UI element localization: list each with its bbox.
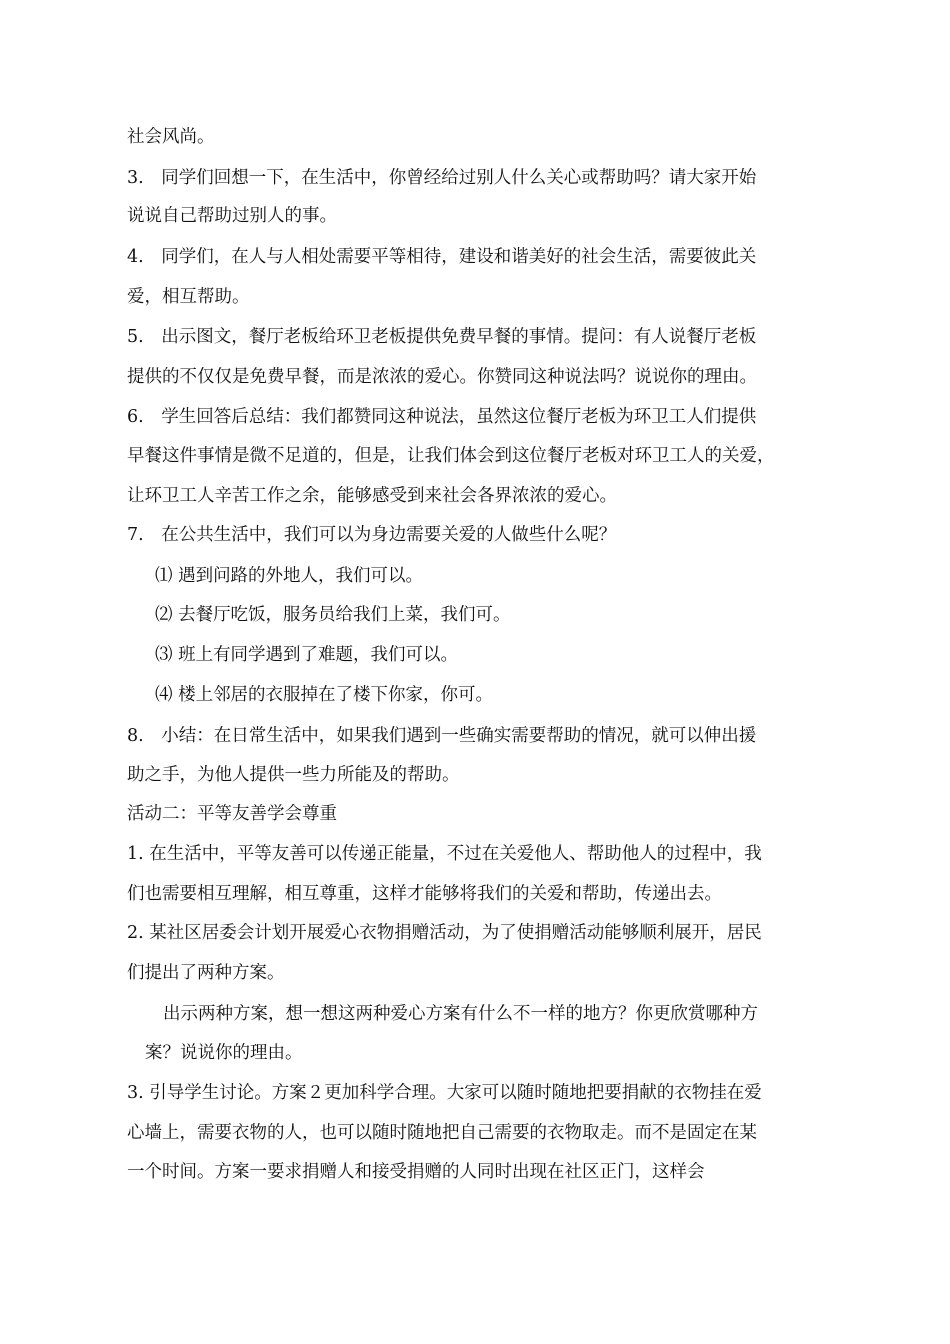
text-line: 1. 在生活中，平等友善可以传递正能量，不过在关爱他人、帮助他人的过程中，我: [127, 844, 762, 864]
text-line: 说说自己帮助过别人的事。: [127, 206, 337, 226]
text-line: 提供的不仅仅是免费早餐，而是浓浓的爱心。你赞同这种说法吗？说说你的理由。: [127, 367, 757, 387]
text-line: 助之手，为他人提供一些力所能及的帮助。: [127, 765, 460, 785]
text-line: 2. 某社区居委会计划开展爱心衣物捐赠活动，为了使捐赠活动能够顺利展开，居民: [127, 923, 762, 943]
text-line: 3. 引导学生讨论。方案２更加科学合理。大家可以随时随地把要捐献的衣物挂在爱: [127, 1083, 762, 1103]
text-line: 一个时间。方案一要求捐赠人和接受捐赠的人同时出现在社区正门，这样会: [127, 1162, 705, 1182]
text-line: 3. 同学们回想一下，在生活中，你曾经给过别人什么关心或帮助吗？请大家开始: [127, 168, 757, 188]
text-line: 5. 出示图文，餐厅老板给环卫老板提供免费早餐的事情。提问：有人说餐厅老板: [127, 327, 757, 347]
text-line: 们也需要相互理解，相互尊重，这样才能够将我们的关爱和帮助，传递出去。: [127, 884, 722, 904]
list-item: ⑷ 楼上邻居的衣服掉在了楼下你家，你可。: [155, 685, 494, 705]
text-line: 案？说说你的理由。: [145, 1043, 303, 1063]
text-line: 4. 同学们，在人与人相处需要平等相待，建设和谐美好的社会生活，需要彼此关: [127, 247, 757, 267]
text-line: 让环卫工人辛苦工作之余，能够感受到来社会各界浓浓的爱心。: [127, 486, 617, 506]
list-item: ⑴ 遇到问路的外地人，我们可以。: [155, 566, 424, 586]
section-heading: 活动二：平等友善学会尊重: [127, 804, 337, 824]
list-item: ⑵ 去餐厅吃饭，服务员给我们上菜，我们可。: [155, 605, 511, 625]
text-line: 7. 在公共生活中，我们可以为身边需要关爱的人做些什么呢？: [127, 525, 617, 545]
text-line: 社会风尚。: [127, 127, 215, 147]
text-line: 8. 小结：在日常生活中，如果我们遇到一些确实需要帮助的情况，就可以伸出援: [127, 726, 757, 746]
list-item: ⑶ 班上有同学遇到了难题，我们可以。: [155, 645, 459, 665]
text-line: 早餐这件事情是微不足道的，但是，让我们体会到这位餐厅老板对环卫工人的关爱，: [127, 446, 775, 466]
text-line: 爱，相互帮助。: [127, 287, 250, 307]
text-line: 们提出了两种方案。: [127, 963, 285, 983]
text-line: 心墙上，需要衣物的人，也可以随时随地把自己需要的衣物取走。而不是固定在某: [127, 1123, 757, 1143]
text-line: 出示两种方案，想一想这两种爱心方案有什么不一样的地方？你更欣赏哪种方: [163, 1004, 758, 1024]
text-line: 6. 学生回答后总结：我们都赞同这种说法，虽然这位餐厅老板为环卫工人们提供: [127, 407, 757, 427]
